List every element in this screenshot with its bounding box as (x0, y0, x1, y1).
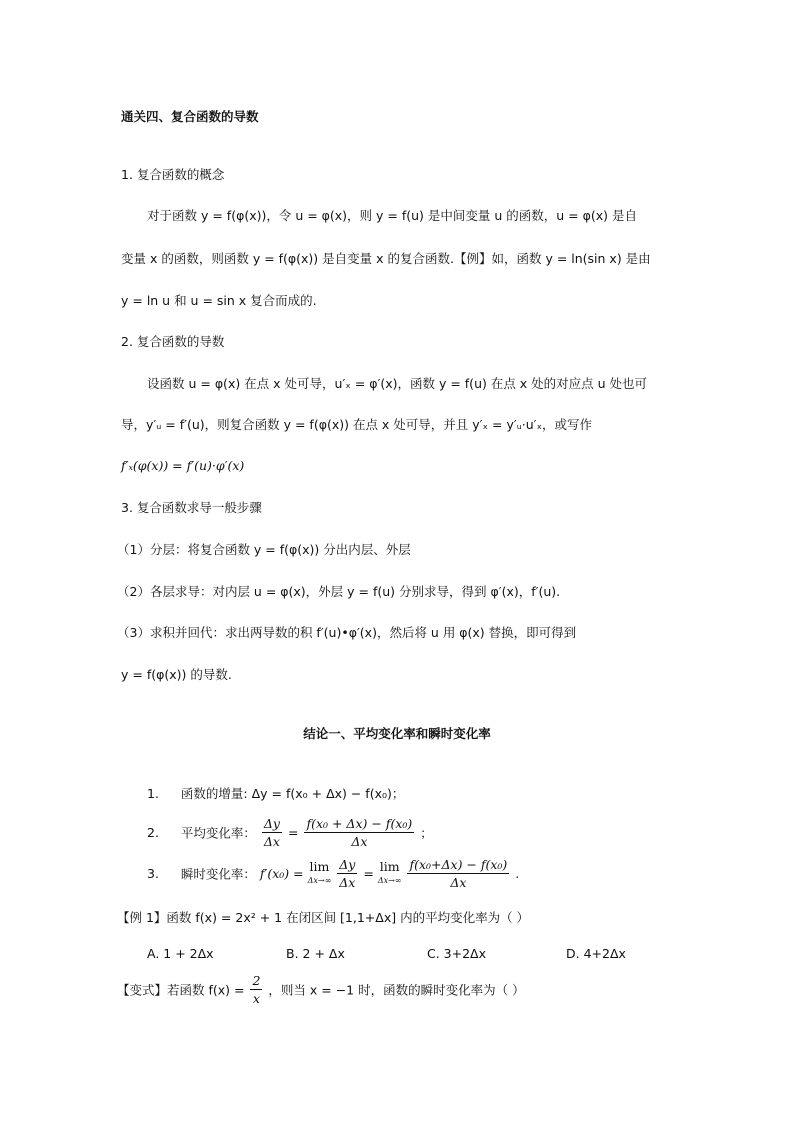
step-2: （2）各层求导：对内层 u = φ(x)，外层 y = f(u) 分别求导，得到 φ′(x)，f′(u). (117, 584, 561, 599)
step-3-line2: y = f(φ(x)) 的导数. (121, 667, 232, 682)
avg-rate-fraction-1-denominator: Δx (263, 834, 280, 849)
limit-2-subscript: Δx→∞ (377, 875, 402, 885)
limit-1-subscript: Δx→∞ (307, 875, 332, 885)
instant-rate-equals: = (363, 866, 374, 881)
instant-rate-fraction-1-numerator: Δy (339, 857, 356, 872)
limit-2-label: lim (379, 858, 400, 874)
item2-paragraph-line1: 设函数 u = φ(x) 在点 x 处可导，u′ₓ = φ′(x)，函数 y = f(u) 在点 x 处的对应点 u 处也可 (147, 376, 648, 391)
conclusion-item-1 (147, 784, 404, 804)
conclusion-item-1-text: 函数的增量: Δy = f(x₀ + Δx) − f(x₀)； (180, 786, 405, 801)
conclusion-item-3 (147, 856, 519, 891)
conclusion-item-2-end: ； (420, 825, 433, 841)
example-1-option-c: C. 3+2Δx (427, 946, 487, 961)
conclusion-item-1-number: 1. (147, 786, 159, 801)
item3-title: 3. 复合函数求导一般步骤 (121, 500, 262, 515)
avg-rate-fraction-1 (262, 815, 282, 850)
item1-paragraph-line2: 变量 x 的函数，则函数 y = f(φ(x)) 是自变量 x 的复合函数.【例】如，函数 y = ln(sin x) 是由 (121, 251, 651, 266)
variant-fraction-numerator: 2 (252, 973, 261, 988)
variant-fraction-denominator: x (252, 991, 260, 1006)
conclusion-title: 结论一、平均变化率和瞬时变化率 (303, 726, 491, 741)
variant-suffix: ，则当 x = −1 时，函数的瞬时变化率为（ ） (268, 982, 525, 998)
conclusion-item-2: 2. 平均变化率： $\frac{\Delta y}{\Delta x}$ = $\frac{\text{f(x₀ + Δx) − f(x₀)}}{\Delta x}$ ； (147, 816, 433, 849)
instant-rate-fraction-1-denominator: Δx (339, 875, 356, 890)
example-1-question: 【例 1】函数 f(x) = 2x² + 1 在闭区间 [1,1+Δx] 内的平均变化率为（ ） (117, 910, 530, 925)
example-1-option-a: A. 1 + 2Δx (147, 946, 214, 961)
conclusion-item-3-end: . (515, 866, 520, 881)
instant-rate-fraction-1 (337, 856, 357, 891)
item1-paragraph-line3: y = ln u 和 u = sin x 复合而成的. (121, 293, 317, 308)
limit-1 (308, 860, 332, 888)
limit-2 (378, 860, 402, 888)
example-1-option-d: D. 4+2Δx (566, 946, 626, 961)
conclusion-item-2-number: 2. (147, 825, 159, 840)
conclusion-item-3-label: 瞬时变化率： (180, 866, 256, 882)
instant-rate-fraction-2 (407, 856, 509, 891)
avg-rate-fraction-1-numerator: Δy (263, 816, 280, 831)
limit-1-label: lim (309, 858, 330, 874)
avg-rate-fraction-2-denominator: Δx (351, 834, 368, 849)
instant-rate-fraction-2-denominator: Δx (450, 875, 467, 890)
variant-question (117, 972, 525, 1007)
item1-paragraph-line1: 对于函数 y = f(φ(x))，令 u = φ(x)，则 y = f(u) 是中间变量 u 的函数，u = φ(x) 是自 (147, 208, 637, 223)
variant-prefix: 【变式】若函数 f(x) = (117, 982, 245, 998)
step-3-line1: （3）求积并回代：求出两导数的积 f′(u)•φ′(x)，然后将 u 用 φ(x) 替换，即可得到 (117, 625, 577, 640)
avg-rate-fraction-2 (304, 815, 414, 850)
item2-title: 2. 复合函数的导数 (121, 334, 225, 349)
instant-rate-fraction-2-numerator: f(x₀+Δx) − f(x₀) (409, 857, 508, 872)
item2-formula: f′ₓ(φ(x)) = f′(u)·φ′(x) (121, 458, 245, 473)
variant-fraction (250, 972, 262, 1007)
conclusion-item-3-number: 3. (147, 866, 159, 881)
section-title: 通关四、复合函数的导数 (121, 109, 259, 124)
instant-rate-lhs: f′(x₀) = (259, 866, 304, 881)
conclusion-item-2-label: 平均变化率： (180, 825, 256, 841)
step-1: （1）分层：将复合函数 y = f(φ(x)) 分出内层、外层 (117, 542, 411, 557)
avg-rate-fraction-2-numerator: f(x₀ + Δx) − f(x₀) (306, 816, 413, 831)
item2-paragraph-line2: 导，y′ᵤ = f′(u)，则复合函数 y = f(φ(x)) 在点 x 处可导，并且 y′ₓ = y′ᵤ·u′ₓ，或写作 (121, 417, 593, 432)
example-1-option-b: B. 2 + Δx (286, 946, 345, 961)
item1-title: 1. 复合函数的概念 (121, 167, 225, 182)
